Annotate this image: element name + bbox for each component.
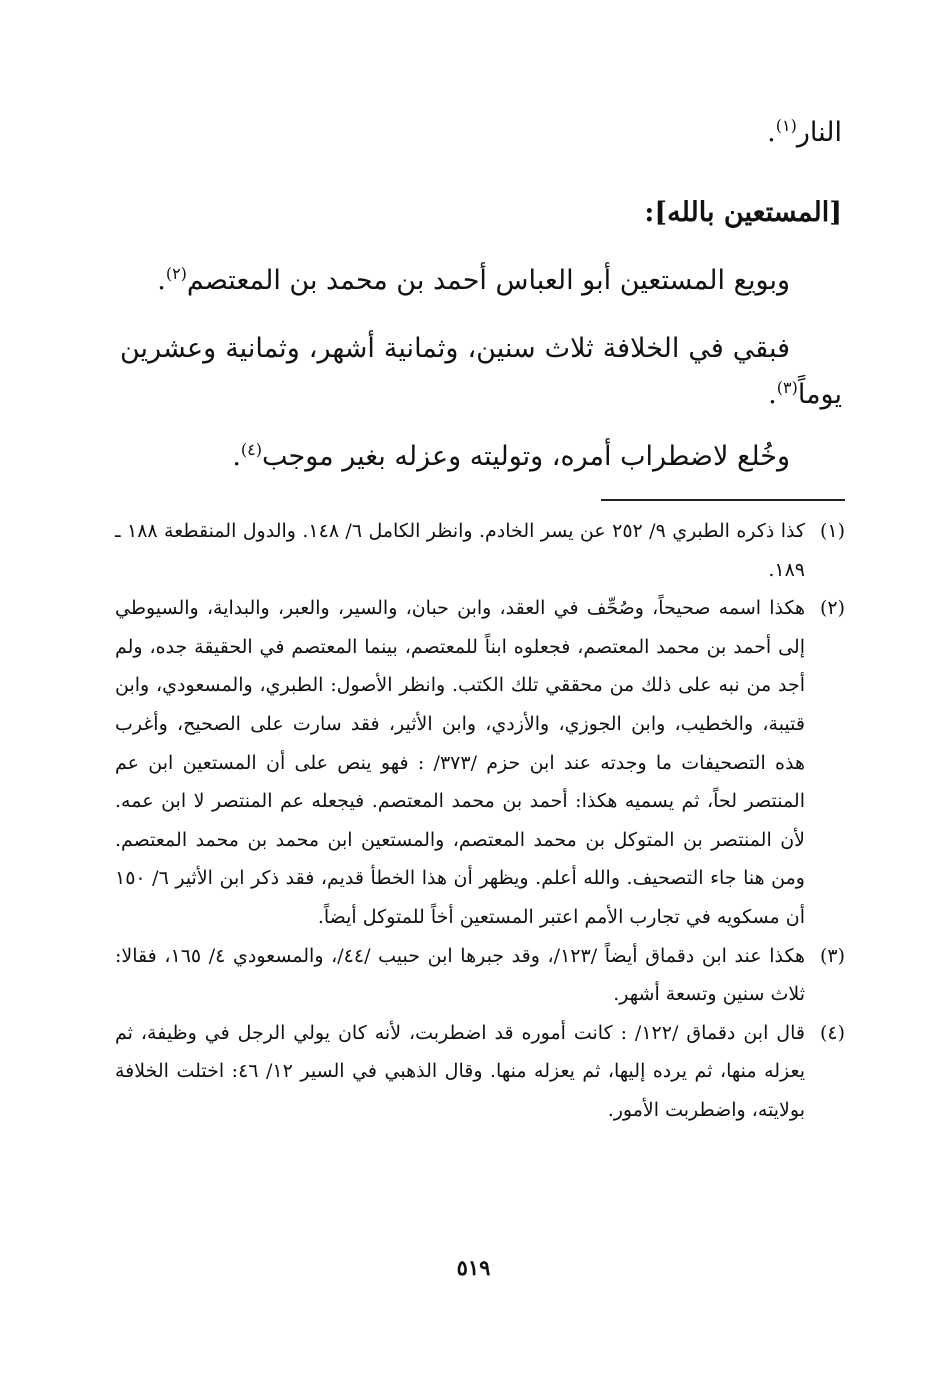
footnote-text: هكذا اسمه صحيحاً، وصُحِّف في العقد، وابن حبان، والسير، والعبر، والبداية، والسيوطي إلى أحمد بن محمد المعتصم، فجعلوه ابناً للمعتصم، بينما المعتصم في الحقيقة جده، ولم أجد من نبه على ذلك من محققي تلك الكتب. وانظر الأصول: الطبري، والمسعودي، وابن قتيبة، والخطيب، وابن الجوزي، والأزدي، وابن الأثير، فقد سارت على الصحيح، وأغرب هذه التصحيفات ما وجدته عند ابن حزم /٣٧٣/ : فهو ينص على أن المستعين ابن عم المنتصر لحاً، ثم يسميه هكذا: أحمد بن محمد المعتصم. فيجعله عم المنتصر لا ابن عمه. لأن المنتصر بن المتوكل بن محمد المعتصم، والمستعين ابن محمد بن محمد المعتصم. ومن هنا جاء التصحيف. والله أعلم. ويظهر أن هذا الخطأ قديم، فقد ذكر ابن الأثير ٦/ ١٥٠ أن مسكويه في تجارب الأمم اعتبر المستعين أخاً للمتوكل أيضاً. [115,597,805,928]
paragraph-3-period: . [232,441,241,472]
footnote-ref-4: (٤) [240,440,262,459]
continuation-text: النار [796,117,842,148]
footnote-ref-3: (٣) [776,378,798,397]
footnote-2 [115,589,845,936]
paragraph-2-period: . [768,379,777,410]
footnote-text: كذا ذكره الطبري ٩/ ٢٥٢ عن يسر الخادم. وانظر الكامل ٦/ ١٤٨. والدول المنقطعة ١٨٨ ـ ١٨٩. [115,520,805,581]
footnote-3 [115,937,845,1014]
footnote-number: (٣) [819,944,845,967]
footnote-text: قال ابن دقماق /١٢٢/ : كانت أموره قد اضطربت، لأنه كان يولي الرجل في وظيفة، ثم يعزله منها، ثم يرده إليها، ثم يعزله منها. وقال الذهبي في السير ١٢/ ٤٦: اختلت الخلافة بولايته، واضطربت الأمور. [115,1021,805,1121]
footnote-ref-2: (٢) [165,264,187,283]
paragraph-2-text: فبقي في الخلافة ثلاث سنين، وثمانية أشهر، وثمانية وعشرين يوماً [120,333,842,410]
paragraph-1-period: . [157,265,166,296]
page-number: ٥١٩ [456,1255,491,1280]
heading-text: [المستعين بالله]: [644,197,842,228]
footnotes [115,512,845,1130]
continuation-line [120,110,842,156]
paragraph-3-text: وخُلع لاضطراب أمره، وتوليته وعزله بغير موجب [262,441,790,472]
footnote-text: هكذا عند ابن دقماق أيضاً /١٢٣/، وقد جبرها ابن حبيب /٤٤/، والمسعودي ٤/ ١٦٥، فقالا: ثلاث سنين وتسعة أشهر. [115,944,805,1006]
footnote-separator [601,499,845,501]
footnote-number: (١) [819,520,845,542]
footnote-1 [115,512,845,589]
continuation-period: . [767,117,776,148]
paragraph-1-text: وبويع المستعين أبو العباس أحمد بن محمد بن المعتصم [186,265,790,296]
footnote-number: (٤) [819,1021,845,1044]
paragraph-3 [120,434,842,480]
footnote-4 [115,1014,845,1130]
footnote-ref-1: (١) [775,116,797,135]
paragraph-1 [120,258,842,304]
footnote-number: (٢) [819,597,845,620]
paragraph-2 [120,326,842,418]
section-heading [120,190,842,236]
